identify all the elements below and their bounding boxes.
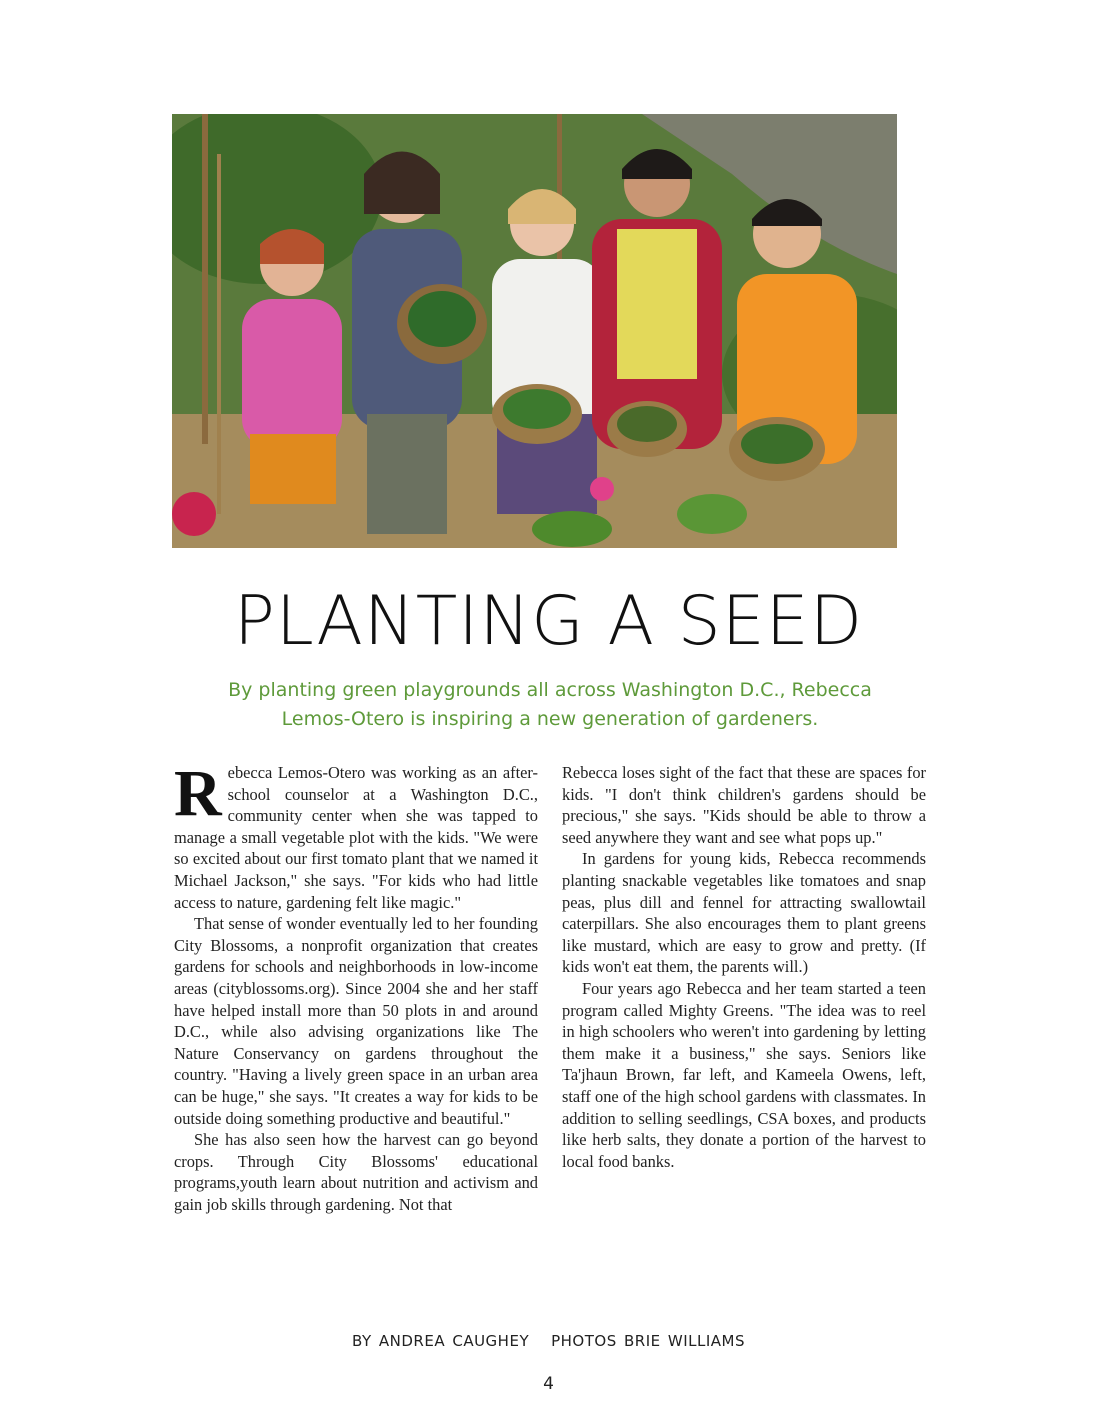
paragraph-text: ebecca Lemos-Otero was working as an after-school counselor at a Washington D.C., community center when she was tapped to manage a small vegetable plot with the kids. "We were so excited about our first tomato plant that we named it Michael Jackson," she says. "For kids who had little access to nature, gardening felt like magic." [174, 763, 538, 912]
deck-subtitle: By planting green playgrounds all across Washington D.C., Rebecca Lemos-Otero is inspiring a new generation of gardeners. [228, 679, 872, 730]
kids-garden-photo [172, 114, 897, 548]
paragraph: She has also seen how the harvest can go beyond crops. Through City Blossoms' educational programs,youth learn about nutrition and activism and gain job skills through gardening. Not that [174, 1130, 538, 1214]
article-column-right [562, 762, 926, 1172]
article-column-left [174, 757, 538, 1215]
paragraph: That sense of wonder eventually led to her founding City Blossoms, a nonprofit organization that creates gardens for schools and neighborhoods in low-income areas (cityblossoms.org). Since 2004 she and her staff have helped install more than 50 plots in and around D.C., while also advising organizations like The Nature Conservancy on gardens throughout the country. "Having a lively green space in an urban area can be huge," she says. "It creates a way for kids to be outside doing something productive and beautiful." [174, 914, 538, 1128]
hero-photo [172, 114, 897, 548]
paragraph [174, 757, 538, 913]
paragraph: Four years ago Rebecca and her team started a teen program called Mighty Greens. "The idea was to reel in high schoolers who weren't into gardening by letting them make it a business," she says. Seniors like Ta'jhaun Brown, far left, and Kameela Owens, left, staff one of the high school gardens with classmates. In addition to selling seedlings, CSA boxes, and products like herb salts, they donate a portion of the harvest to local food banks. [562, 978, 926, 1171]
paragraph: Rebecca loses sight of the fact that these are spaces for kids. "I don't think children's gardens should be precious," she says. "Kids should be able to throw a seed anywhere they want and see what pops up." [562, 763, 926, 847]
byline: BY ANDREA CAUGHEY [351, 1332, 530, 1350]
credits [0, 1332, 1097, 1350]
photo-credit: PHOTOS BRIE WILLIAMS [551, 1332, 745, 1350]
paragraph: In gardens for young kids, Rebecca recommends planting snackable vegetables like tomatoes and snap peas, plus dill and fennel for attracting swallowtail caterpillars. She also encourages them to plant greens like mustard, which are easy to grow and pretty. (If kids won't eat them, the parents will.) [562, 849, 926, 977]
page-number: 4 [543, 1374, 554, 1394]
drop-cap: R [174, 757, 222, 830]
headline: PLANTING A SEED [233, 582, 864, 661]
